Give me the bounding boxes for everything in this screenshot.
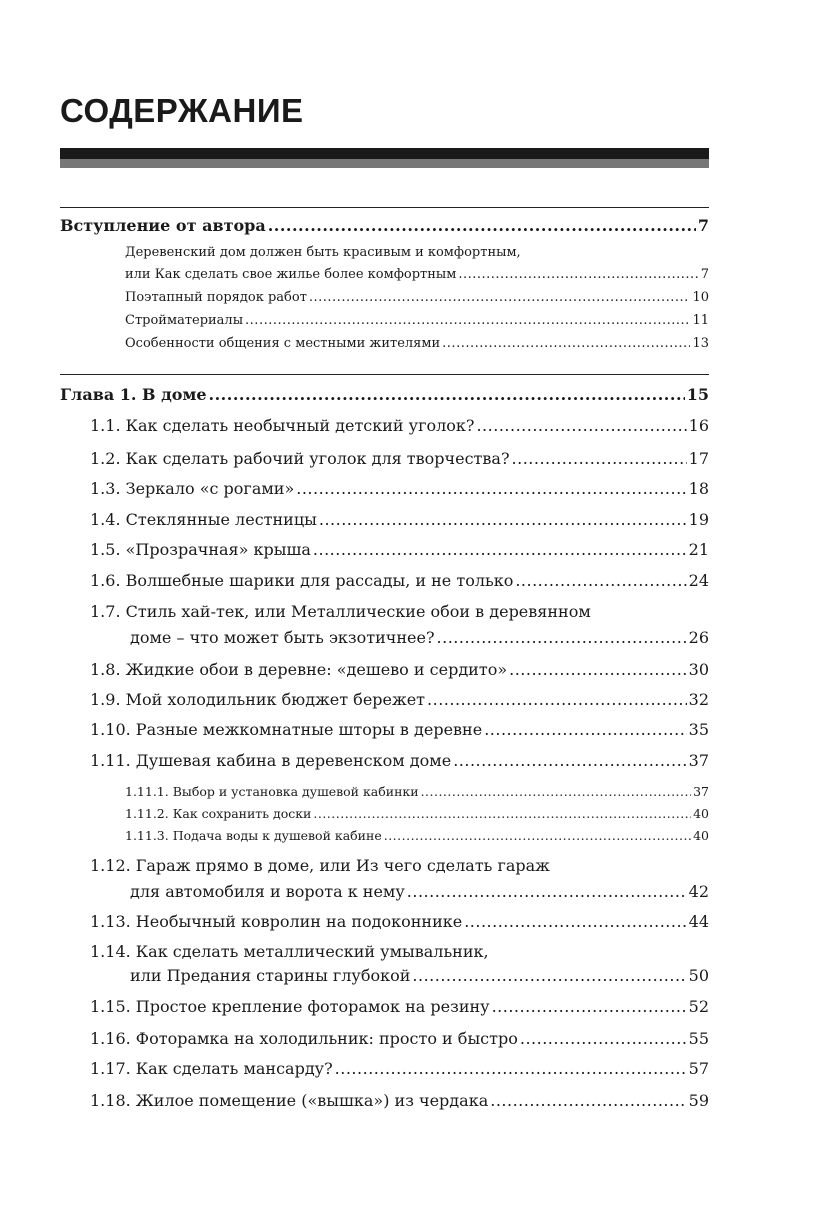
- toc-page-number: 50: [688, 966, 709, 985]
- toc-page-number: 18: [688, 479, 709, 498]
- toc-entry[interactable]: [90, 1029, 709, 1048]
- toc-page-number: 44: [688, 912, 709, 931]
- toc-entry-title: 1.16. Фоторамка на холодильник: просто и быстро: [90, 1029, 518, 1048]
- toc-entry-line[interactable]: Деревенский дом должен быть красивым и комфортным,: [125, 245, 521, 260]
- toc-entry[interactable]: [90, 751, 709, 770]
- leader-dots: [296, 479, 686, 498]
- toc-page-number: 59: [688, 1091, 709, 1110]
- toc-entry-intro[interactable]: [60, 216, 709, 235]
- toc-page-number: 52: [688, 997, 709, 1016]
- toc-entry[interactable]: [90, 720, 709, 739]
- toc-entry-title: 1.18. Жилое помещение («вышка») из чердака: [90, 1091, 489, 1110]
- toc-page-number: 35: [688, 720, 709, 739]
- leader-dots: [335, 1059, 687, 1078]
- leader-dots: [453, 751, 686, 770]
- leader-dots: [384, 828, 691, 843]
- leader-dots: [313, 540, 687, 559]
- toc-entry[interactable]: [125, 313, 709, 328]
- leader-dots: [515, 571, 686, 590]
- toc-entry[interactable]: [125, 290, 709, 305]
- toc-entry[interactable]: [90, 510, 709, 529]
- toc-entry[interactable]: [90, 1091, 709, 1110]
- toc-entry-title: 1.10. Разные межкомнатные шторы в деревне: [90, 720, 483, 739]
- toc-entry-title: или Предания старины глубокой: [130, 966, 411, 985]
- toc-entry-title: Поэтапный порядок работ: [125, 290, 307, 305]
- toc-page-number: 13: [692, 336, 709, 351]
- toc-page-number: 55: [688, 1029, 709, 1048]
- leader-dots: [412, 966, 686, 985]
- leader-dots: [437, 628, 687, 647]
- toc-entry-title: 1.3. Зеркало «с рогами»: [90, 479, 295, 498]
- toc-entry-line[interactable]: 1.14. Как сделать металлический умывальник,: [90, 942, 489, 961]
- leader-dots: [313, 806, 691, 821]
- toc-entry-title: 1.11.3. Подача воды к душевой кабине: [125, 828, 382, 843]
- toc-entry[interactable]: [125, 267, 709, 282]
- leader-dots: [464, 912, 686, 931]
- title-bar: [60, 148, 709, 168]
- toc-entry[interactable]: [90, 449, 709, 468]
- toc-entry[interactable]: [125, 784, 709, 799]
- toc-page-number: 26: [688, 628, 709, 647]
- toc-page-number: 40: [693, 828, 709, 843]
- toc-entry-title: 1.2. Как сделать рабочий уголок для творчества?: [90, 449, 510, 468]
- leader-dots: [427, 690, 687, 709]
- toc-entry-title: доме – что может быть экзотичнее?: [130, 628, 435, 647]
- toc-page-number: 15: [686, 385, 709, 404]
- toc-entry-title: Особенности общения с местными жителями: [125, 336, 441, 351]
- toc-entry[interactable]: [90, 416, 709, 435]
- leader-dots: [476, 416, 686, 435]
- toc-page-number: 24: [688, 571, 709, 590]
- toc-page-number: 57: [688, 1059, 709, 1078]
- toc-entry-title: 1.5. «Прозрачная» крыша: [90, 540, 311, 559]
- toc-entry-chapter-1[interactable]: [60, 385, 709, 404]
- toc-entry[interactable]: [90, 997, 709, 1016]
- toc-entry[interactable]: [90, 571, 709, 590]
- toc-entry-title: 1.11.1. Выбор и установка душевой кабинки: [125, 784, 419, 799]
- toc-page-number: 7: [700, 267, 709, 282]
- toc-entry-title: 1.13. Необычный ковролин на подоконнике: [90, 912, 463, 931]
- toc-entry-title: для автомобиля и ворота к нему: [130, 882, 405, 901]
- toc-entry-title: 1.17. Как сделать мансарду?: [90, 1059, 333, 1078]
- toc-entry-title: Глава 1. В доме: [60, 385, 207, 404]
- toc-page-number: 37: [688, 751, 709, 770]
- leader-dots: [309, 290, 691, 305]
- toc-entry[interactable]: [90, 540, 709, 559]
- toc-entry[interactable]: [125, 806, 709, 821]
- toc-entry[interactable]: [90, 660, 709, 679]
- leader-dots: [509, 660, 687, 679]
- toc-entry-title: Стройматериалы: [125, 313, 244, 328]
- leader-dots: [442, 336, 690, 351]
- divider: [60, 374, 709, 375]
- toc-entry-title: 1.11.2. Как сохранить доски: [125, 806, 312, 821]
- toc-page-number: 11: [692, 313, 709, 328]
- leader-dots: [458, 267, 698, 282]
- toc-entry[interactable]: [130, 882, 709, 901]
- leader-dots: [319, 510, 687, 529]
- toc-entry-title: 1.9. Мой холодильник бюджет бережет: [90, 690, 426, 709]
- toc-entry-title: 1.8. Жидкие обои в деревне: «дешево и сердито»: [90, 660, 508, 679]
- leader-dots: [492, 997, 687, 1016]
- page-title: СОДЕРЖАНИЕ: [60, 92, 304, 129]
- toc-entry[interactable]: [125, 336, 709, 351]
- toc-page-number: 7: [697, 216, 709, 235]
- toc-entry-line[interactable]: 1.7. Стиль хай-тек, или Металлические обои в деревянном: [90, 602, 591, 621]
- toc-entry[interactable]: [90, 479, 709, 498]
- toc-entry[interactable]: [130, 628, 709, 647]
- leader-dots: [490, 1091, 686, 1110]
- leader-dots: [520, 1029, 687, 1048]
- toc-page-number: 17: [688, 449, 709, 468]
- toc-page-number: 40: [693, 806, 709, 821]
- divider: [60, 207, 709, 208]
- toc-page-number: 42: [688, 882, 709, 901]
- toc-page-number: 10: [692, 290, 709, 305]
- toc-entry[interactable]: [125, 828, 709, 843]
- toc-entry-title: 1.4. Стеклянные лестницы: [90, 510, 317, 529]
- toc-entry-title: 1.6. Волшебные шарики для рассады, и не только: [90, 571, 514, 590]
- toc-page-number: 19: [688, 510, 709, 529]
- toc-entry-title: 1.1. Как сделать необычный детский уголок?: [90, 416, 475, 435]
- toc-entry-title: или Как сделать свое жилье более комфортным: [125, 267, 457, 282]
- toc-entry-line[interactable]: 1.12. Гараж прямо в доме, или Из чего сделать гараж: [90, 856, 550, 875]
- toc-page-number: 37: [693, 784, 709, 799]
- toc-entry-title: 1.11. Душевая кабина в деревенском доме: [90, 751, 452, 770]
- toc-entry[interactable]: [90, 912, 709, 931]
- toc-page-number: 30: [688, 660, 709, 679]
- toc-entry[interactable]: [90, 1059, 709, 1078]
- leader-dots: [245, 313, 690, 328]
- toc-page-number: 21: [688, 540, 709, 559]
- leader-dots: [512, 449, 687, 468]
- toc-entry[interactable]: [90, 690, 709, 709]
- toc-entry-title: 1.15. Простое крепление фоторамок на резину: [90, 997, 490, 1016]
- leader-dots: [484, 720, 686, 739]
- leader-dots: [268, 216, 696, 235]
- toc-entry[interactable]: [130, 966, 709, 985]
- leader-dots: [421, 784, 692, 799]
- toc-page-number: 32: [688, 690, 709, 709]
- leader-dots: [209, 385, 685, 404]
- toc-entry-title: Вступление от автора: [60, 216, 266, 235]
- toc-page-number: 16: [688, 416, 709, 435]
- leader-dots: [407, 882, 687, 901]
